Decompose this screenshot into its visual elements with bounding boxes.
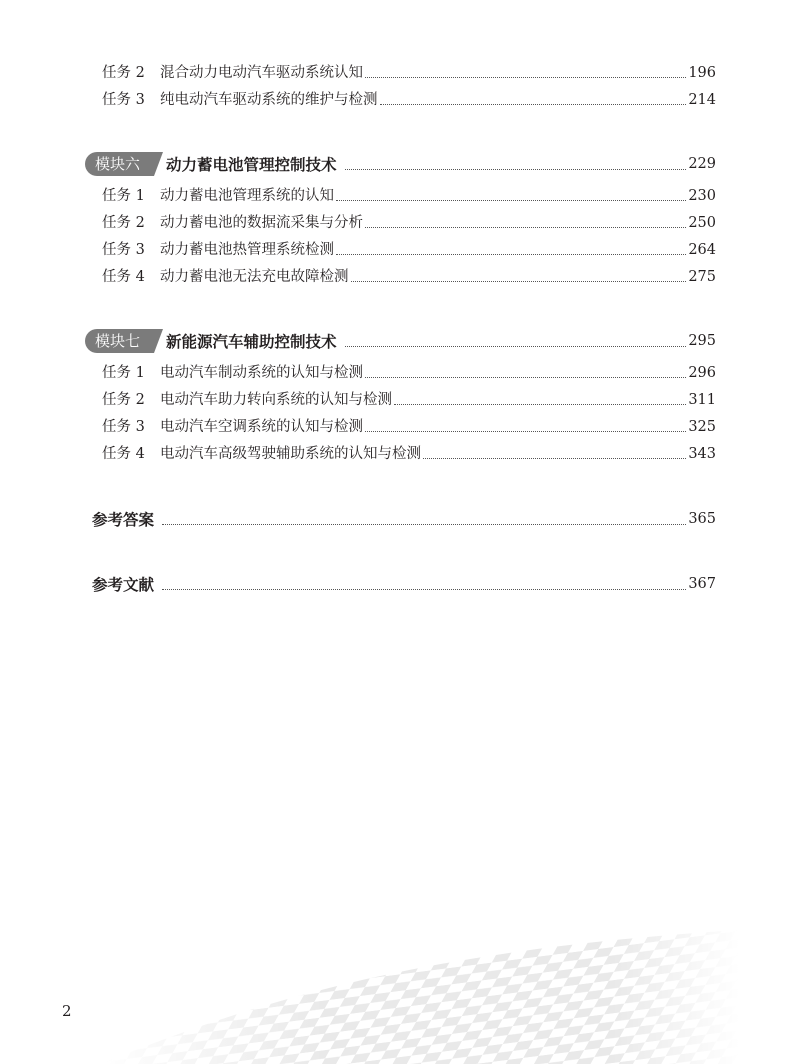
task-number: 任务 2 xyxy=(102,215,145,231)
page-number: 229 xyxy=(688,156,716,172)
toc-entry[interactable] xyxy=(102,443,716,465)
page-folio: 2 xyxy=(62,1002,72,1020)
task-number: 任务 2 xyxy=(102,392,145,408)
entry-title: 电动汽车制动系统的认知与检测 xyxy=(160,365,363,381)
toc-entry-answers[interactable] xyxy=(92,507,716,531)
dot-leader xyxy=(336,254,686,255)
toc-entry[interactable] xyxy=(102,212,716,234)
entry-title: 动力蓄电池的数据流采集与分析 xyxy=(160,215,363,231)
entry-title: 混合动力电动汽车驱动系统认知 xyxy=(160,65,363,81)
module-heading-6[interactable] xyxy=(85,151,716,177)
dot-leader xyxy=(345,169,687,170)
task-number: 任务 3 xyxy=(102,242,145,258)
page-number: 275 xyxy=(688,269,716,285)
task-number: 任务 3 xyxy=(102,419,145,435)
module-badge: 模块七 xyxy=(85,329,154,353)
dot-leader xyxy=(351,281,687,282)
dot-leader xyxy=(336,200,686,201)
module-heading-7[interactable] xyxy=(85,328,716,354)
page-number: 295 xyxy=(688,333,716,349)
toc-entry[interactable] xyxy=(102,362,716,384)
checkered-flag-decoration xyxy=(100,930,740,1064)
entry-title: 参考答案 xyxy=(92,511,155,529)
page-number: 214 xyxy=(688,92,716,108)
page-number: 343 xyxy=(688,446,716,462)
page-number: 196 xyxy=(688,65,716,81)
toc-entry[interactable] xyxy=(102,62,716,84)
dot-leader xyxy=(380,104,687,105)
dot-leader xyxy=(423,458,686,459)
page-number: 311 xyxy=(688,392,716,408)
module-title: 新能源汽车辅助控制技术 xyxy=(166,333,337,351)
task-number: 任务 1 xyxy=(102,365,145,381)
entry-title: 电动汽车空调系统的认知与检测 xyxy=(160,419,363,435)
entry-title: 电动汽车高级驾驶辅助系统的认知与检测 xyxy=(160,446,421,462)
entry-title: 动力蓄电池管理系统的认知 xyxy=(160,188,334,204)
toc-entry[interactable] xyxy=(102,389,716,411)
entry-title: 参考文献 xyxy=(92,576,155,594)
dot-leader xyxy=(162,589,686,590)
toc-entry[interactable] xyxy=(102,239,716,261)
page-number: 230 xyxy=(688,188,716,204)
page-number: 325 xyxy=(688,419,716,435)
entry-title: 动力蓄电池无法充电故障检测 xyxy=(160,269,349,285)
toc-entry[interactable] xyxy=(102,266,716,288)
toc-entry-references[interactable] xyxy=(92,572,716,596)
entry-title: 动力蓄电池热管理系统检测 xyxy=(160,242,334,258)
module-badge: 模块六 xyxy=(85,152,154,176)
dot-leader xyxy=(365,377,686,378)
task-number: 任务 1 xyxy=(102,188,145,204)
page-number: 365 xyxy=(688,511,716,527)
toc-entry[interactable] xyxy=(102,89,716,111)
entry-title: 纯电动汽车驱动系统的维护与检测 xyxy=(160,92,378,108)
dot-leader xyxy=(365,431,686,432)
dot-leader xyxy=(345,346,687,347)
module-title: 动力蓄电池管理控制技术 xyxy=(166,156,337,174)
dot-leader xyxy=(162,524,686,525)
task-number: 任务 3 xyxy=(102,92,145,108)
task-number: 任务 4 xyxy=(102,269,145,285)
entry-title: 电动汽车助力转向系统的认知与检测 xyxy=(160,392,392,408)
task-number: 任务 4 xyxy=(102,446,145,462)
page-number: 264 xyxy=(688,242,716,258)
dot-leader xyxy=(394,404,686,405)
toc-entry[interactable] xyxy=(102,416,716,438)
page-number: 367 xyxy=(688,576,716,592)
dot-leader xyxy=(365,227,686,228)
dot-leader xyxy=(365,77,686,78)
task-number: 任务 2 xyxy=(102,65,145,81)
page-number: 250 xyxy=(688,215,716,231)
toc-entry[interactable] xyxy=(102,185,716,207)
page-number: 296 xyxy=(688,365,716,381)
